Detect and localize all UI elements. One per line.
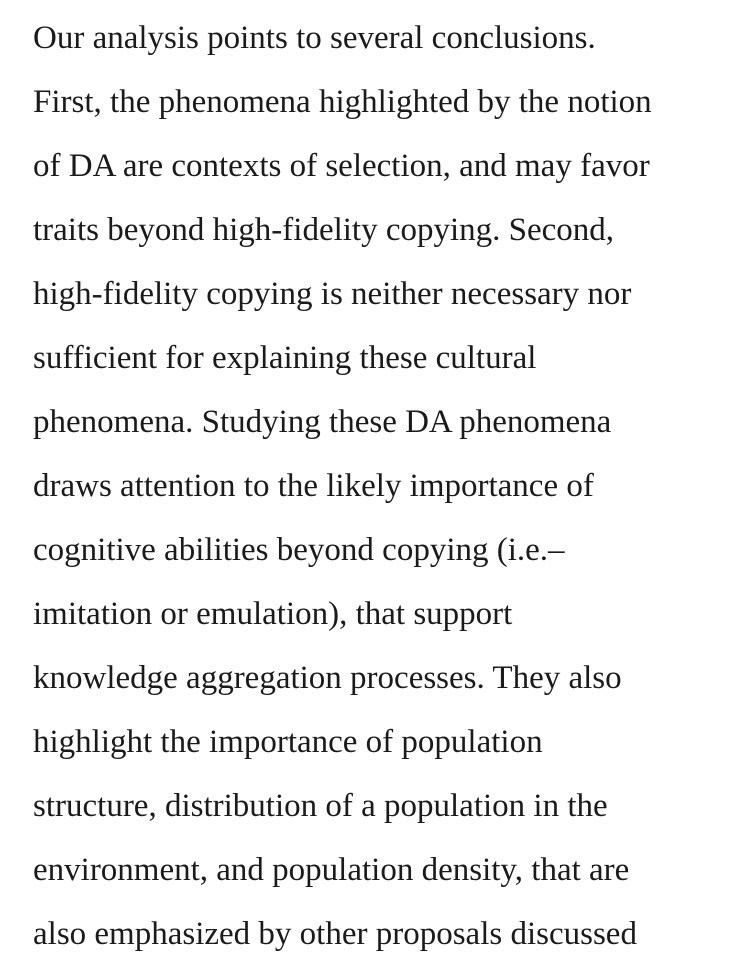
paragraph-line: draws attention to the likely importance of [33,468,594,504]
paragraph-line: high-fidelity copying is neither necessary nor [33,276,632,312]
paragraph-line: imitation or emulation), that support [33,596,513,632]
paragraph-line: knowledge aggregation processes. They also [33,660,622,696]
paragraph-line: structure, distribution of a population in the [33,788,608,824]
paragraph-line: cognitive abilities beyond copying (i.e.– [33,532,565,568]
paragraph-line: environment, and population density, that are [33,852,630,888]
body-paragraph [33,6,733,966]
paragraph-line: phenomena. Studying these DA phenomena [33,404,612,440]
paragraph-line: traits beyond high-fidelity copying. Second, [33,212,615,248]
paragraph-line: highlight the importance of population [33,724,543,760]
paragraph-line: First, the phenomena highlighted by the notion [33,84,652,120]
paragraph-line: also emphasized by other proposals discussed [33,916,637,952]
paragraph-line: Our analysis points to several conclusions. [33,20,596,56]
paragraph-line: of DA are contexts of selection, and may favor [33,148,650,184]
paragraph-line: sufficient for explaining these cultural [33,340,537,376]
